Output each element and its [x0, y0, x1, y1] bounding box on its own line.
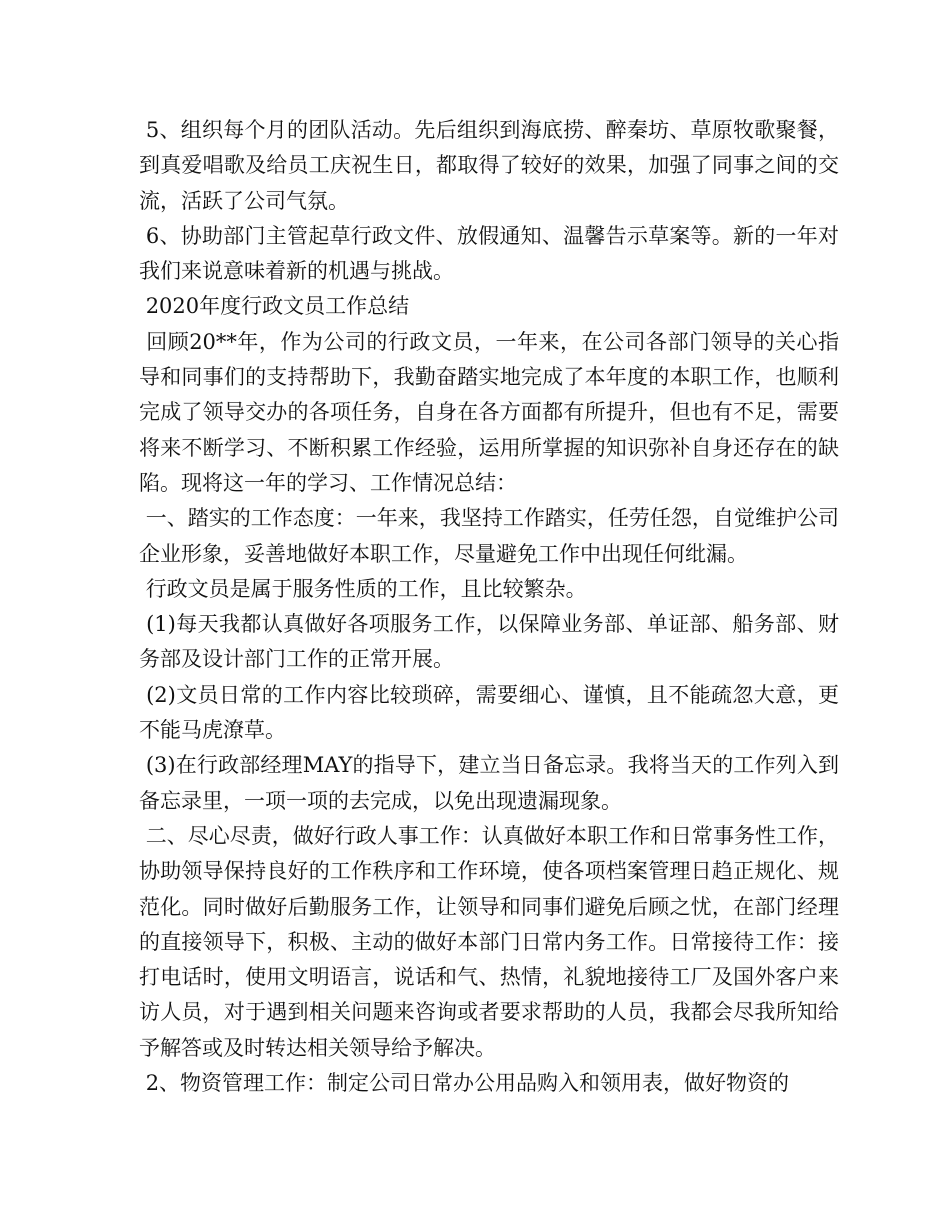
paragraph-service-nature: 行政文员是属于服务性质的工作，且比较繁杂。: [139, 576, 587, 601]
paragraph-review: 回顾20**年，作为公司的行政文员，一年来，在公司各部门领导的关心指导和同事们的支持帮助下，我勤奋踏实地完成了本年度的本职工作，也顺利完成了领导交办的各项任务，自身在各方面都有所提升，但也有不足，需要将来不断学习、不断积累工作经验，运用所掌握的知识弥补自身还存在的缺陷。现将这一年的学习、工作情况总结：: [139, 329, 839, 495]
paragraph-admin-hr-work: 二、尽心尽责，做好行政人事工作：认真做好本职工作和日常事务性工作，协助领导保持良好的工作秩序和工作环境，使各项档案管理日趋正规化、规范化。同时做好后勤服务工作，让领导和同事们避免后顾之忧，在部门经理的直接领导下，积极、主动的做好本部门日常内务工作。日常接待工作：接打电话时，使用文明语言，说话和气、热情，礼貌地接待工厂及国外客户来访人员，对于遇到相关问题来咨询或者要求帮助的人员，我都会尽我所知给予解答或及时转达相关领导给予解决。: [139, 823, 839, 1060]
paragraph-point-3: (3)在行政部经理MAY的指导下，建立当日备忘录。我将当天的工作列入到备忘录里，一项一项的去完成，以免出现遗漏现象。: [139, 753, 839, 813]
paragraph-point-1: (1)每天我都认真做好各项服务工作，以保障业务部、单证部、船务部、财务部及设计部门工作的正常开展。: [139, 612, 839, 672]
paragraph-work-attitude: 一、踏实的工作态度：一年来，我坚持工作踏实，任劳任怨，自觉维护公司企业形象，妥善地做好本职工作，尽量避免工作中出现任何纰漏。: [139, 506, 839, 566]
paragraph-item-6-drafting: 6、协助部门主管起草行政文件、放假通知、温馨告示草案等。新的一年对我们来说意味着新的机遇与挑战。: [139, 223, 839, 284]
paragraph-supplies-management: 2、物资管理工作：制定公司日常办公用品购入和领用表，做好物资的: [139, 1071, 790, 1096]
document-body: [139, 113, 839, 1101]
paragraph-point-2: (2)文员日常的工作内容比较琐碎，需要细心、谨慎，且不能疏忽大意，更不能马虎潦草。: [139, 682, 839, 743]
paragraph-item-5-team-activities: 5、组织每个月的团队活动。先后组织到海底捞、醉秦坊、草原牧歌聚餐，到真爱唱歌及给员工庆祝生日，都取得了较好的效果，加强了同事之间的交流，活跃了公司气氛。: [139, 118, 839, 213]
section-title: 2020年度行政文员工作总结: [139, 294, 410, 319]
